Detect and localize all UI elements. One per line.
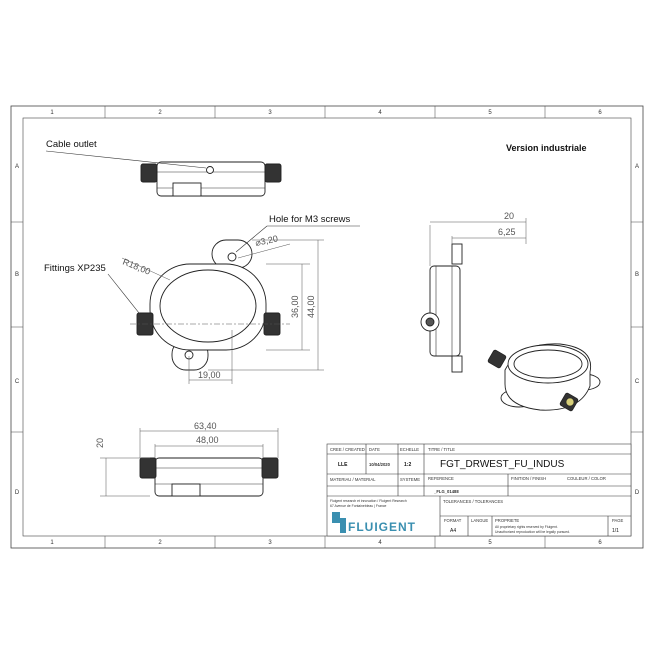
tb-cree-value: LLE: [338, 462, 348, 468]
col-label-top-6: 6: [598, 110, 602, 116]
row-label-right-b: B: [634, 272, 640, 278]
dim-6340: 63,40: [194, 421, 217, 431]
col-label-bottom-4: 4: [378, 540, 382, 546]
row-label-left-b: B: [14, 272, 20, 278]
tb-format-value: A4: [450, 528, 457, 534]
col-label-top-2: 2: [158, 110, 162, 116]
tb-couleur-label: COULEUR / COLOR: [567, 476, 606, 481]
cable-outlet-leader: [46, 151, 206, 168]
tb-titre-value: FGT_DRWEST_FU_INDUS: [440, 459, 565, 470]
col-label-top-1: 1: [50, 110, 54, 116]
row-label-left-a: A: [14, 164, 20, 170]
row-label-right-a: A: [634, 164, 640, 170]
col-label-top-5: 5: [488, 110, 492, 116]
tb-address-line1: Fluigent research et innovation / Fluigent Research: [330, 499, 407, 503]
tb-langue-label: LANGUE: [471, 518, 489, 523]
tb-reference-value: _FLG_01488: [434, 489, 459, 494]
dim-48: 48,00: [196, 435, 219, 445]
side-view: [421, 244, 462, 372]
col-label-bottom-6: 6: [598, 540, 602, 546]
tb-echelle-value: 1:2: [404, 462, 412, 468]
tb-systeme-label: SYSTEME: [400, 477, 421, 482]
col-label-bottom-5: 5: [488, 540, 492, 546]
plan-view: [130, 240, 290, 370]
col-label-top-3: 3: [268, 110, 272, 116]
dim-36: 36,00: [290, 295, 300, 318]
dim-19: 19,00: [198, 370, 221, 380]
row-label-right-d: D: [634, 490, 640, 496]
top-elevation-view: [141, 162, 281, 196]
tb-materiau-label: MATERIAU / MATERIAL: [330, 477, 376, 482]
bottom-view: [140, 458, 278, 496]
row-label-left-c: C: [14, 379, 20, 385]
col-label-top-4: 4: [378, 110, 382, 116]
tb-address-line2: 67 Avenue de Fontainebleau | France: [330, 504, 387, 508]
tb-company: FLUIGENT: [348, 520, 416, 534]
col-label-bottom-2: 2: [158, 540, 162, 546]
tb-date-value: 10/04/2020: [369, 462, 390, 467]
tb-finition-label: FINITION / FINISH: [511, 476, 547, 481]
col-label-bottom-3: 3: [268, 540, 272, 546]
hole-callout: Hole for M3 screws: [269, 214, 351, 225]
tb-titre-label: TITRE / TITLE: [428, 447, 455, 452]
col-label-bottom-1: 1: [50, 540, 54, 546]
tb-page-label: PAGE: [612, 518, 624, 523]
row-label-left-d: D: [14, 490, 20, 496]
tb-tolerances-label: TOLERANCES / TOLERANCES: [443, 499, 504, 504]
hole-dia-dimension: ⌀3,20: [254, 233, 279, 248]
tb-format-label: FORMAT: [444, 518, 462, 523]
tb-reference-label: REFERENCE: [428, 476, 454, 481]
dim-44: 44,00: [306, 295, 316, 318]
row-label-right-c: C: [634, 379, 640, 385]
version-label: Version industriale: [506, 143, 587, 153]
tb-propriete-line2: Unauthorized reproduction will be legally pursued.: [495, 530, 571, 534]
tb-date-label: DATE: [369, 447, 380, 452]
isometric-view: [487, 344, 600, 412]
fittings-callout: Fittings XP235: [44, 263, 106, 274]
cable-outlet-callout: Cable outlet: [46, 139, 97, 150]
dim-side-625: 6,25: [498, 227, 516, 237]
dim-bottom-20: 20: [95, 437, 105, 448]
tb-cree-label: CREE / CREATED: [330, 447, 365, 452]
tb-echelle-label: ECHELLE: [400, 447, 420, 452]
tb-propriete-label: PROPRIETE: [495, 518, 520, 523]
radius-dimension: R18,00: [121, 256, 152, 277]
fittings-leader: [108, 274, 143, 318]
tb-propriete-line1: All proprietary rights reserved by Fluigent.: [495, 525, 558, 529]
dim-side-20: 20: [504, 211, 515, 221]
tb-page-value: 1/1: [612, 528, 619, 534]
